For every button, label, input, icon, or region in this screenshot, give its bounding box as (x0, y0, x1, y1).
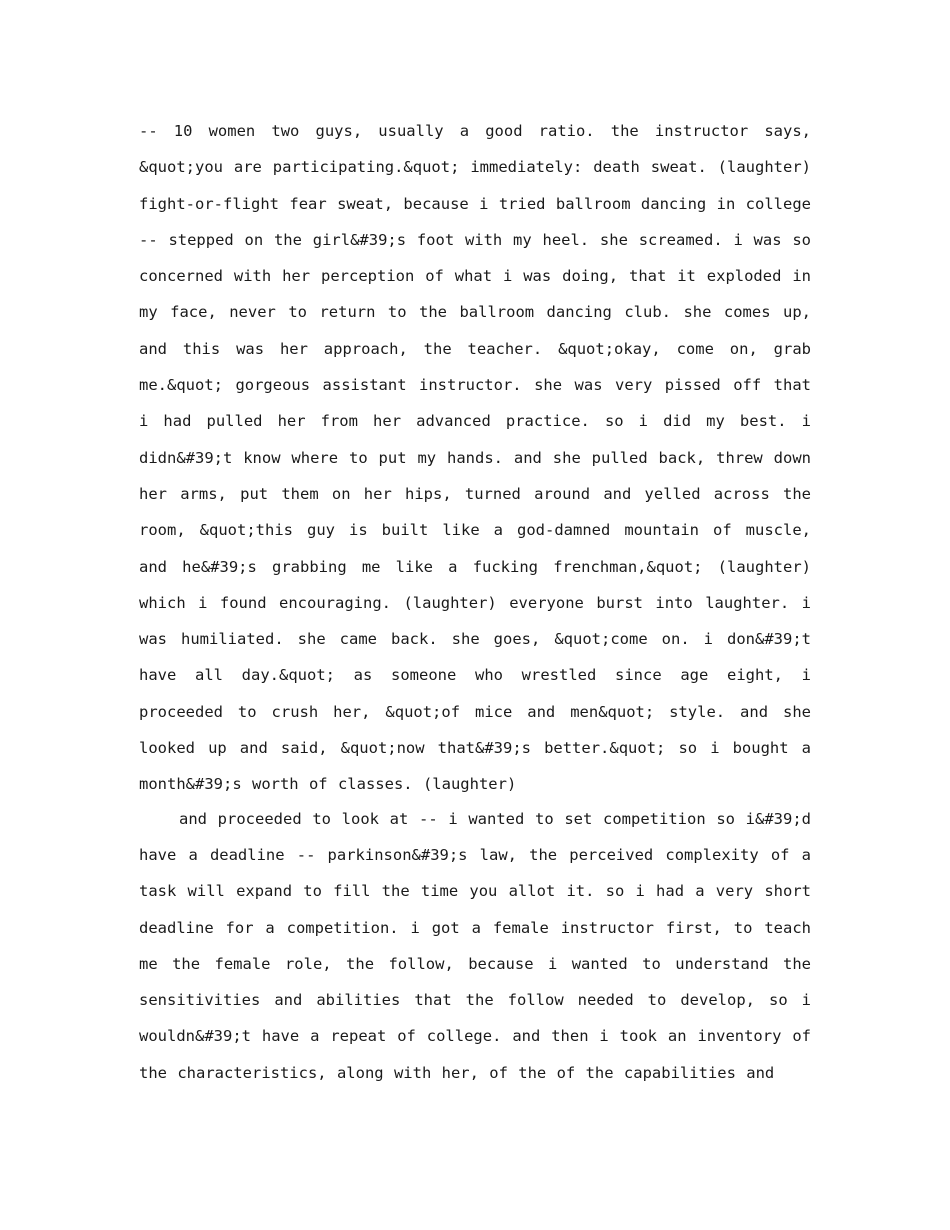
body-text (139, 113, 811, 1091)
paragraph-1: -- 10 women two guys, usually a good ratio. the instructor says, &quot;you are participating.&quot; immediately: death sweat. (laughter) fight-or-flight fear sweat, because i tried ballroom dancing in college -- stepped on the girl&#39;s foot with my heel. she screamed. i was so concerned with her perception of what i was doing, that it exploded in my face, never to return to the ballroom dancing club. she comes up, and this was her approach, the teacher. &quot;okay, come on, grab me.&quot; gorgeous assistant instructor. she was very pissed off that i had pulled her from her advanced practice. so i did my best. i didn&#39;t know where to put my hands. and she pulled back, threw down her arms, put them on her hips, turned around and yelled across the room, &quot;this guy is built like a god-damned mountain of muscle, and he&#39;s grabbing me like a fucking frenchman,&quot; (laughter) which i found encouraging. (laughter) everyone burst into laughter. i was humiliated. she came back. she goes, &quot;come on. i don&#39;t have all day.&quot; as someone who wrestled since age eight, i proceeded to crush her, &quot;of mice and men&quot; style. and she looked up and said, &quot;now that&#39;s better.&quot; so i bought a month&#39;s worth of classes. (laughter) (139, 122, 811, 794)
paragraph-2: and proceeded to look at -- i wanted to set competition so i&#39;d have a deadline -- parkinson&#39;s law, the perceived complexity of a task will expand to fill the time you allot it. so i had a very short deadline for a competition. i got a female instructor first, to teach me the female role, the follow, because i wanted to understand the sensitivities and abilities that the follow needed to develop, so i wouldn&#39;t have a repeat of college. and then i took an inventory of the characteristics, along with her, of the of the capabilities and (139, 809, 811, 1082)
